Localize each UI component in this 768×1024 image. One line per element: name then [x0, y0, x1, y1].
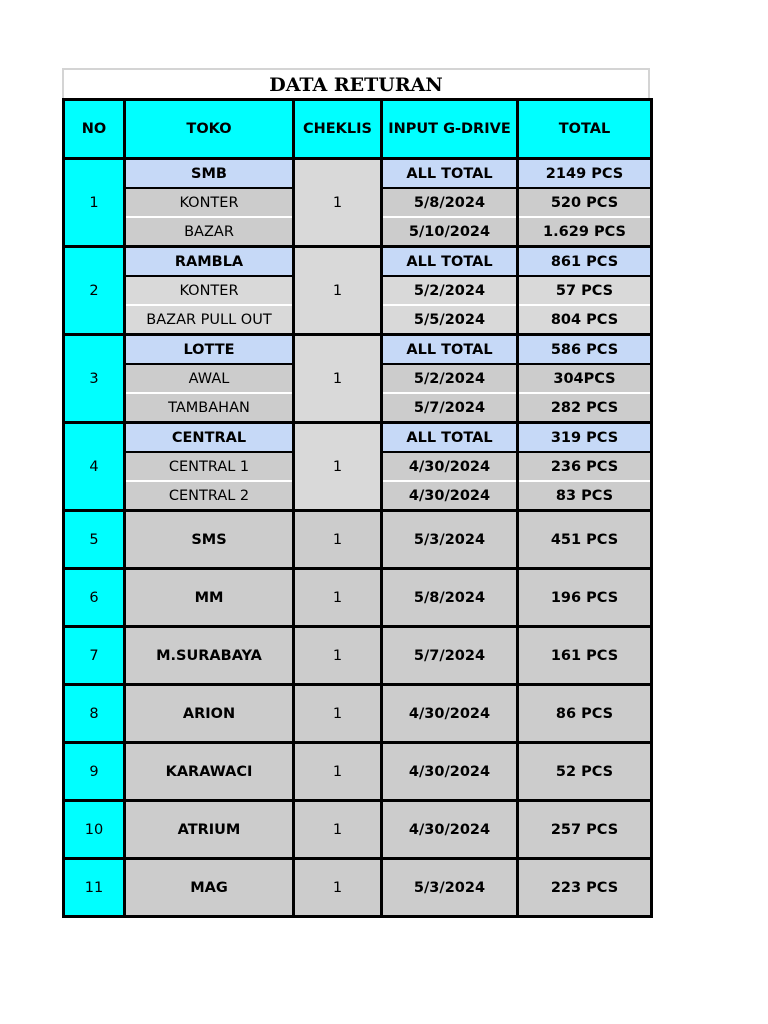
- sub-date: 4/30/2024: [382, 452, 518, 481]
- sub-date: 5/8/2024: [382, 188, 518, 217]
- table-row: [64, 335, 652, 365]
- row-number: 1: [64, 159, 125, 247]
- sub-store-name: TAMBAHAN: [125, 393, 294, 423]
- cheklis-value: 1: [294, 743, 382, 801]
- total-value: 257 PCS: [518, 801, 652, 859]
- sub-date: 5/7/2024: [382, 393, 518, 423]
- input-date: 5/7/2024: [382, 627, 518, 685]
- row-number: 4: [64, 423, 125, 511]
- sub-date: 5/2/2024: [382, 276, 518, 305]
- summary-label: ALL TOTAL: [382, 159, 518, 189]
- sub-total: 520 PCS: [518, 188, 652, 217]
- input-date: 5/3/2024: [382, 511, 518, 569]
- summary-label: ALL TOTAL: [382, 247, 518, 277]
- input-date: 5/3/2024: [382, 859, 518, 917]
- row-number: 11: [64, 859, 125, 917]
- sub-store-name: KONTER: [125, 276, 294, 305]
- store-name: CENTRAL: [125, 423, 294, 453]
- header-toko: TOKO: [125, 100, 294, 159]
- store-name: MM: [125, 569, 294, 627]
- sub-total: 236 PCS: [518, 452, 652, 481]
- store-name: ATRIUM: [125, 801, 294, 859]
- header-total: TOTAL: [518, 100, 652, 159]
- cheklis-value: 1: [294, 569, 382, 627]
- store-name: RAMBLA: [125, 247, 294, 277]
- sub-date: 4/30/2024: [382, 481, 518, 511]
- summary-total: 586 PCS: [518, 335, 652, 365]
- summary-total: 319 PCS: [518, 423, 652, 453]
- sub-store-name: AWAL: [125, 364, 294, 393]
- row-number: 3: [64, 335, 125, 423]
- table-row: [64, 159, 652, 189]
- sheet: [62, 68, 650, 918]
- store-name: SMS: [125, 511, 294, 569]
- sub-total: 1.629 PCS: [518, 217, 652, 247]
- table-row: [64, 627, 652, 685]
- sub-store-name: KONTER: [125, 188, 294, 217]
- store-name: KARAWACI: [125, 743, 294, 801]
- header-input: INPUT G-DRIVE: [382, 100, 518, 159]
- input-date: 4/30/2024: [382, 801, 518, 859]
- cheklis-value: 1: [294, 685, 382, 743]
- sub-date: 5/2/2024: [382, 364, 518, 393]
- input-date: 4/30/2024: [382, 743, 518, 801]
- row-number: 7: [64, 627, 125, 685]
- input-date: 5/8/2024: [382, 569, 518, 627]
- cheklis-value: 1: [294, 423, 382, 511]
- header-no: NO: [64, 100, 125, 159]
- row-number: 2: [64, 247, 125, 335]
- summary-label: ALL TOTAL: [382, 335, 518, 365]
- row-number: 5: [64, 511, 125, 569]
- table-row: [64, 511, 652, 569]
- cheklis-value: 1: [294, 159, 382, 247]
- store-name: LOTTE: [125, 335, 294, 365]
- table-row: [64, 859, 652, 917]
- cheklis-value: 1: [294, 511, 382, 569]
- sheet-title: DATA RETURAN: [62, 68, 650, 98]
- sub-total: 83 PCS: [518, 481, 652, 511]
- row-number: 9: [64, 743, 125, 801]
- table-row: [64, 743, 652, 801]
- row-number: 10: [64, 801, 125, 859]
- summary-total: 2149 PCS: [518, 159, 652, 189]
- sub-date: 5/10/2024: [382, 217, 518, 247]
- total-value: 223 PCS: [518, 859, 652, 917]
- sub-store-name: CENTRAL 1: [125, 452, 294, 481]
- table-row: [64, 569, 652, 627]
- sub-total: 804 PCS: [518, 305, 652, 335]
- cheklis-value: 1: [294, 627, 382, 685]
- store-name: ARION: [125, 685, 294, 743]
- total-value: 161 PCS: [518, 627, 652, 685]
- table-row: [64, 423, 652, 453]
- returns-table: [62, 98, 653, 918]
- cheklis-value: 1: [294, 801, 382, 859]
- sub-store-name: CENTRAL 2: [125, 481, 294, 511]
- table-row: [64, 685, 652, 743]
- total-value: 451 PCS: [518, 511, 652, 569]
- store-name: M.SURABAYA: [125, 627, 294, 685]
- sub-date: 5/5/2024: [382, 305, 518, 335]
- cheklis-value: 1: [294, 335, 382, 423]
- input-date: 4/30/2024: [382, 685, 518, 743]
- cheklis-value: 1: [294, 859, 382, 917]
- row-number: 6: [64, 569, 125, 627]
- table-row: [64, 247, 652, 277]
- header-row: [64, 100, 652, 159]
- row-number: 8: [64, 685, 125, 743]
- cheklis-value: 1: [294, 247, 382, 335]
- sub-total: 304PCS: [518, 364, 652, 393]
- store-name: SMB: [125, 159, 294, 189]
- header-cheklis: CHEKLIS: [294, 100, 382, 159]
- total-value: 196 PCS: [518, 569, 652, 627]
- table-row: [64, 801, 652, 859]
- summary-label: ALL TOTAL: [382, 423, 518, 453]
- total-value: 52 PCS: [518, 743, 652, 801]
- total-value: 86 PCS: [518, 685, 652, 743]
- sub-total: 57 PCS: [518, 276, 652, 305]
- store-name: MAG: [125, 859, 294, 917]
- summary-total: 861 PCS: [518, 247, 652, 277]
- sub-store-name: BAZAR: [125, 217, 294, 247]
- sub-store-name: BAZAR PULL OUT: [125, 305, 294, 335]
- sub-total: 282 PCS: [518, 393, 652, 423]
